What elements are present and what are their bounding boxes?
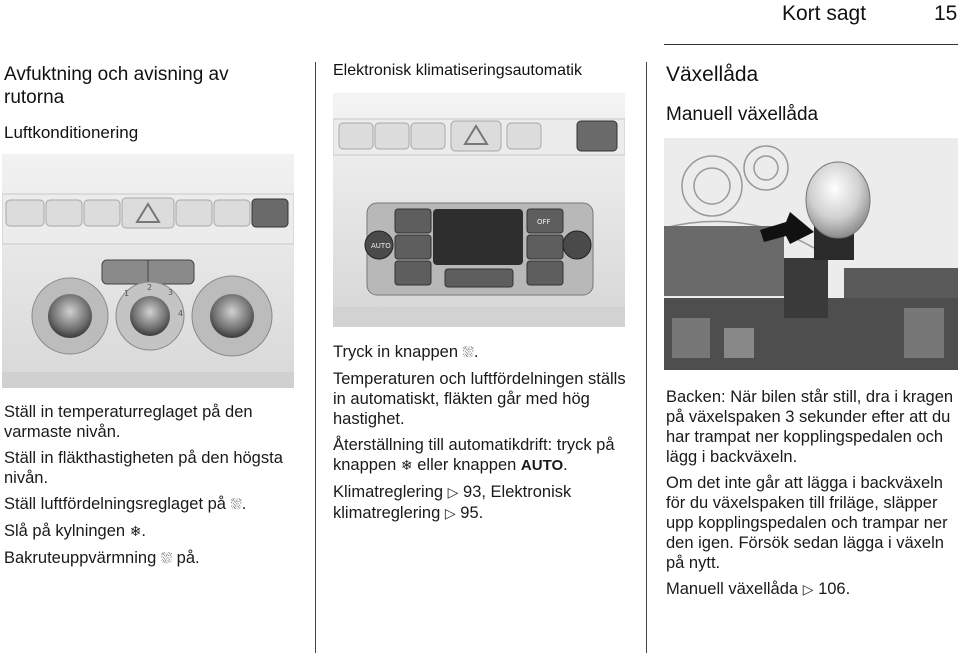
instruction-fan: Ställ in fläkthastigheten på den högsta nivån. xyxy=(4,449,283,487)
svg-text:AUTO: AUTO xyxy=(371,242,391,250)
reference-climate-end: 95. xyxy=(460,504,484,522)
instruction-rear-heating-suffix: på. xyxy=(176,549,200,567)
instruction-reverse-retry: Om det inte går att lägga i backväxeln för du växelspaken till friläge, släpper upp kopplingspedalen och trampar ner den igen. Försök sedan lägga i växeln på nytt. xyxy=(666,474,948,572)
auto-label: AUTO xyxy=(520,457,564,474)
figure-auto-climate-panel xyxy=(333,93,625,327)
header-rule xyxy=(664,44,958,45)
page-number: 15 xyxy=(934,2,958,25)
subheading-manual-gearbox: Manuell växellåda xyxy=(666,104,819,125)
instruction-reset-auto-text: Återställning till automatikdrift: tryck på knappen xyxy=(333,436,615,474)
instruction-air-distribution-text: Ställ luftfördelningsreglaget på xyxy=(4,495,226,513)
ac-panel-illustration xyxy=(2,154,294,388)
col3-body xyxy=(666,387,958,606)
section-heading-defrost: Avfuktning och avisning av rutorna xyxy=(4,64,229,108)
instruction-press-max: Tryck in knappen ⛆. xyxy=(333,343,479,361)
figure-ac-panel xyxy=(2,154,294,388)
instruction-auto-settings: Temperaturen och luftfördelningen ställs in automatiskt, fläkten går med hög hastighet. xyxy=(333,370,626,428)
instruction-air-distribution: Ställ luftfördelningsreglaget på ⛆. xyxy=(4,495,247,513)
svg-text:4: 4 xyxy=(178,309,184,318)
svg-text:2: 2 xyxy=(147,283,153,292)
auto-climate-panel-illustration xyxy=(333,93,625,327)
column-divider-1 xyxy=(315,62,316,653)
page-header-title: Kort sagt xyxy=(782,2,867,25)
instruction-reset-auto-or: eller knappen xyxy=(417,456,517,474)
col1-body xyxy=(4,402,294,575)
instruction-press-max-text: Tryck in knappen xyxy=(333,343,459,361)
page-ref-arrow-icon[interactable]: ▷ xyxy=(447,485,459,501)
instruction-reverse-gear: Backen: När bilen står still, dra i kragen på växelspaken 3 sekunder efter att du har trampat ner kopplingspedalen och lägg i backväxeln. xyxy=(666,388,954,466)
reference-climate-mid: 93, Elektronisk klimatreglering xyxy=(333,483,572,522)
reference-manual-gearbox-page: 106. xyxy=(818,580,851,598)
svg-text:OFF: OFF xyxy=(537,218,551,226)
windshield-icon: ⛆ xyxy=(230,497,242,513)
page-ref-arrow-icon[interactable]: ▷ xyxy=(444,506,456,522)
svg-text:1: 1 xyxy=(124,289,130,298)
col2-body xyxy=(333,342,628,530)
svg-text:3: 3 xyxy=(168,288,174,297)
reference-climate-control xyxy=(333,482,628,524)
figure-gear-lever xyxy=(664,138,958,370)
instruction-cooling: Slå på kylningen ❄. xyxy=(4,522,147,540)
max-defrost-icon: ⛆ xyxy=(462,345,474,361)
subheading-ac: Luftkonditionering xyxy=(4,123,139,142)
page-ref-arrow-icon[interactable]: ▷ xyxy=(802,582,814,598)
snowflake-icon: ❄ xyxy=(129,524,142,540)
gear-lever-illustration xyxy=(664,138,958,370)
reference-climate-text: Klimatreglering xyxy=(333,483,444,501)
section-heading-auto-climate: Elektronisk klimatiseringsautomatik xyxy=(333,62,582,79)
snowflake-icon: ❄ xyxy=(400,458,413,474)
instruction-rear-heating-text: Bakruteuppvärmning xyxy=(4,549,157,567)
reference-manual-gearbox-text: Manuell växellåda xyxy=(666,580,799,598)
instruction-temperature: Ställ in temperaturreglaget på den varmaste nivån. xyxy=(4,403,253,441)
instruction-cooling-text: Slå på kylningen xyxy=(4,522,126,540)
instruction-reset-auto: Återställning till automatikdrift: tryck på knappen ❄ eller knappen AUTO. xyxy=(333,436,615,474)
rear-window-heating-icon: ⛆ xyxy=(160,551,173,567)
section-heading-gearbox: Växellåda xyxy=(666,63,759,86)
reference-manual-gearbox xyxy=(666,579,958,600)
column-divider-2 xyxy=(646,62,647,653)
instruction-rear-heating xyxy=(4,548,294,569)
